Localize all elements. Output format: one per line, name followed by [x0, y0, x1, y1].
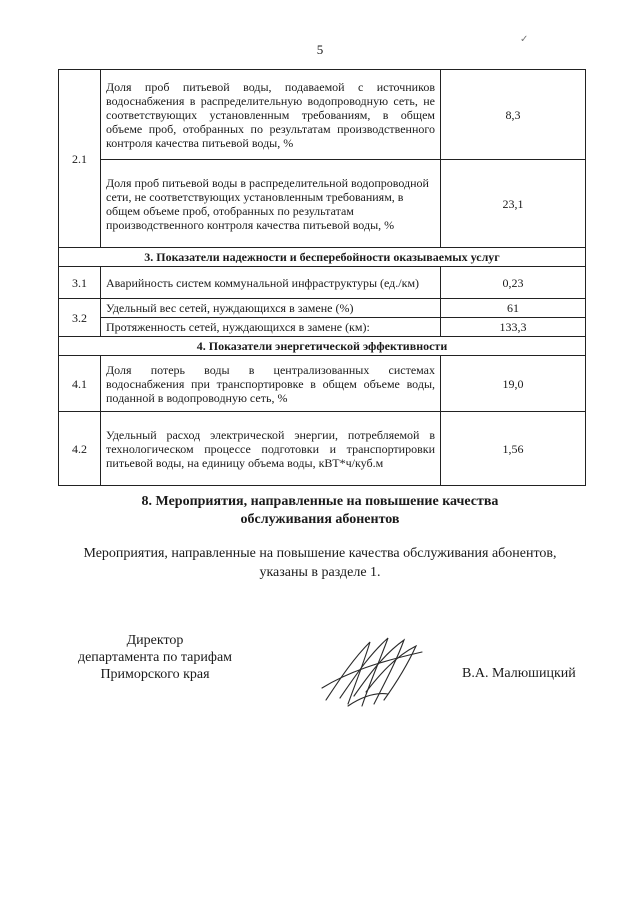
indicator-name: Удельный расход электрической энергии, потребляемой в технологическом процессе подготовки и транспортировки питьевой воды, на единицу объема воды, кВТ*ч/куб.м — [101, 412, 441, 486]
row-number: 3.2 — [59, 299, 101, 337]
section-8-paragraph-line: Мероприятия, направленные на повышение качества обслуживания абонентов, — [83, 546, 557, 561]
row-number: 2.1 — [59, 70, 101, 248]
indicator-name: Протяженность сетей, нуждающихся в замене (км): — [101, 318, 441, 337]
indicator-name: Удельный вес сетей, нуждающихся в замене (%) — [101, 299, 441, 318]
section-3-title: 3. Показатели надежности и бесперебойности оказываемых услуг — [59, 248, 586, 267]
section-header — [59, 337, 586, 356]
table-row — [59, 70, 586, 160]
page-number: 5 — [316, 42, 324, 57]
indicator-value: 23,1 — [441, 160, 586, 248]
indicator-value: 61 — [441, 299, 586, 318]
table-row — [59, 318, 586, 337]
row-number: 4.2 — [59, 412, 101, 486]
signatory-role-line: Директор — [126, 633, 184, 648]
section-4-title: 4. Показатели энергетической эффективности — [59, 337, 586, 356]
indicators-table — [58, 69, 586, 486]
indicator-name: Аварийность систем коммунальной инфраструктуры (ед./км) — [101, 267, 441, 299]
table-row — [59, 412, 586, 486]
table-row — [59, 299, 586, 318]
section-8-heading-line: 8. Мероприятия, направленные на повышение качества — [141, 494, 499, 509]
indicator-value: 133,3 — [441, 318, 586, 337]
table-row — [59, 356, 586, 412]
indicator-value: 0,23 — [441, 267, 586, 299]
signatory-role-line: департамента по тарифам — [77, 650, 233, 665]
section-8-heading-line: обслуживания абонентов — [240, 512, 400, 527]
indicator-name: Доля потерь воды в централизованных системах водоснабжения при транспортировке в общем объеме воды, поданной в водопроводную сеть, % — [101, 356, 441, 412]
handwritten-signature — [318, 632, 428, 712]
indicator-value: 19,0 — [441, 356, 586, 412]
section-8-heading — [0, 493, 640, 529]
signatory-role — [70, 632, 240, 683]
row-number: 4.1 — [59, 356, 101, 412]
signatory-role-line: Приморского края — [100, 667, 210, 682]
row-number: 3.1 — [59, 267, 101, 299]
signatory-name: В.А. Малюшицкий — [462, 666, 576, 681]
table-row — [59, 160, 586, 248]
section-header — [59, 248, 586, 267]
indicator-value: 8,3 — [441, 70, 586, 160]
section-8-paragraph — [60, 544, 580, 582]
indicator-value: 1,56 — [441, 412, 586, 486]
indicator-name: Доля проб питьевой воды в распределительной водопроводной сети, не соответствующих установленным требованиям, в общем объеме проб, отобранных по результатам производственного контроля качества питьевой воды, % — [101, 160, 441, 248]
indicator-name: Доля проб питьевой воды, подаваемой с источников водоснабжения в распределительную водопроводную сеть, не соответствующих установленным требованиям, в общем объеме проб, отобранных по результатам производственного контроля качества питьевой воды, % — [101, 70, 441, 160]
check-mark-icon: ✓ — [520, 34, 529, 45]
section-8-paragraph-line: указаны в разделе 1. — [259, 565, 381, 580]
table-row — [59, 267, 586, 299]
